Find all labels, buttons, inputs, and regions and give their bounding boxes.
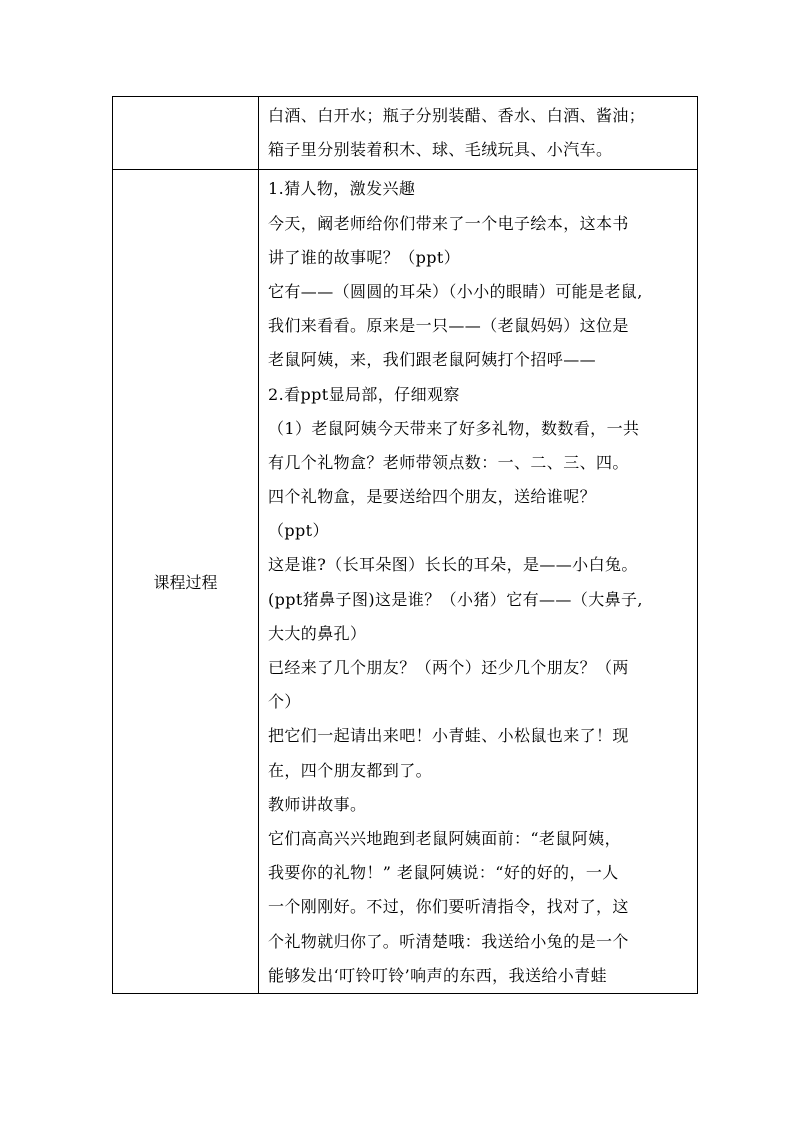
materials-row [113,97,698,170]
process-text-line: 我要你的礼物！” 老鼠阿姨说：“好的好的，一人 [268,863,619,883]
process-row [113,170,698,994]
process-text-line: 把它们一起请出来吧！小青蛙、小松鼠也来了！现 [268,726,629,746]
process-text-line: 大大的鼻孔） [268,623,367,643]
process-text-line: (ppt猪鼻子图)这是谁？（小猪）它有——（大鼻子, [268,589,643,609]
process-text-line: 已经来了几个朋友？（两个）还少几个朋友？（两 [268,658,629,677]
process-text-line: 2.看ppt显局部，仔细观察 [268,384,460,404]
materials-lines [259,97,697,169]
process-text-line: 今天，阚老师给你们带来了一个电子绘本，这本书 [268,213,629,233]
process-text-line: 老鼠阿姨，来，我们跟老鼠阿姨打个招呼—— [268,350,597,370]
process-text-line: 四个礼物盒，是要送给四个朋友，送给谁呢？ [268,487,597,507]
process-text-line: 它有——（圆圆的耳朵）（小小的眼睛）可能是老鼠, [268,281,643,301]
process-text-line: 讲了谁的故事呢？（ppt） [268,247,461,267]
process-text-line: 教师讲故事。 [268,794,367,814]
process-text-line: （1）老鼠阿姨今天带来了好多礼物，数数看，一共 [268,418,640,438]
process-text-line: （ppt） [268,521,329,541]
process-content-cell [259,170,698,994]
process-label-cell [113,170,259,994]
process-text-line: 1.猜人物，激发兴趣 [268,179,416,199]
process-text-line: 有几个礼物盒？老师带领点数：一、二、三、四。 [268,452,629,472]
materials-text-line: 白酒、白开水；瓶子分别装醋、香水、白酒、酱油； [268,106,646,125]
process-text-line: 一个刚刚好。不过，你们要听清指令，找对了，这 [268,897,629,917]
process-lines [259,170,697,993]
process-label: 课程过程 [153,573,218,593]
process-text-line: 能够发出‘叮铃叮铃’响声的东西，我送给小青蛙 [268,965,607,985]
materials-content-cell [259,97,698,170]
materials-label-cell [113,97,259,170]
process-text-line: 在，四个朋友都到了。 [268,760,433,780]
process-text-line: 个礼物就归你了。听清楚哦：我送给小兔的是一个 [268,931,629,951]
process-text-line: 这是谁?（长耳朵图）长长的耳朵，是——小白兔。 [268,555,638,575]
materials-text-line: 箱子里分别装着积木、球、毛绒玩具、小汽车。 [268,140,613,160]
process-text-line: 我们来看看。原来是一只——（老鼠妈妈）这位是 [268,316,629,336]
lesson-plan-table [112,96,698,994]
process-text-line: 它们高高兴兴地跑到老鼠阿姨面前：“老鼠阿姨， [268,828,621,848]
process-text-line: 个） [268,692,301,712]
